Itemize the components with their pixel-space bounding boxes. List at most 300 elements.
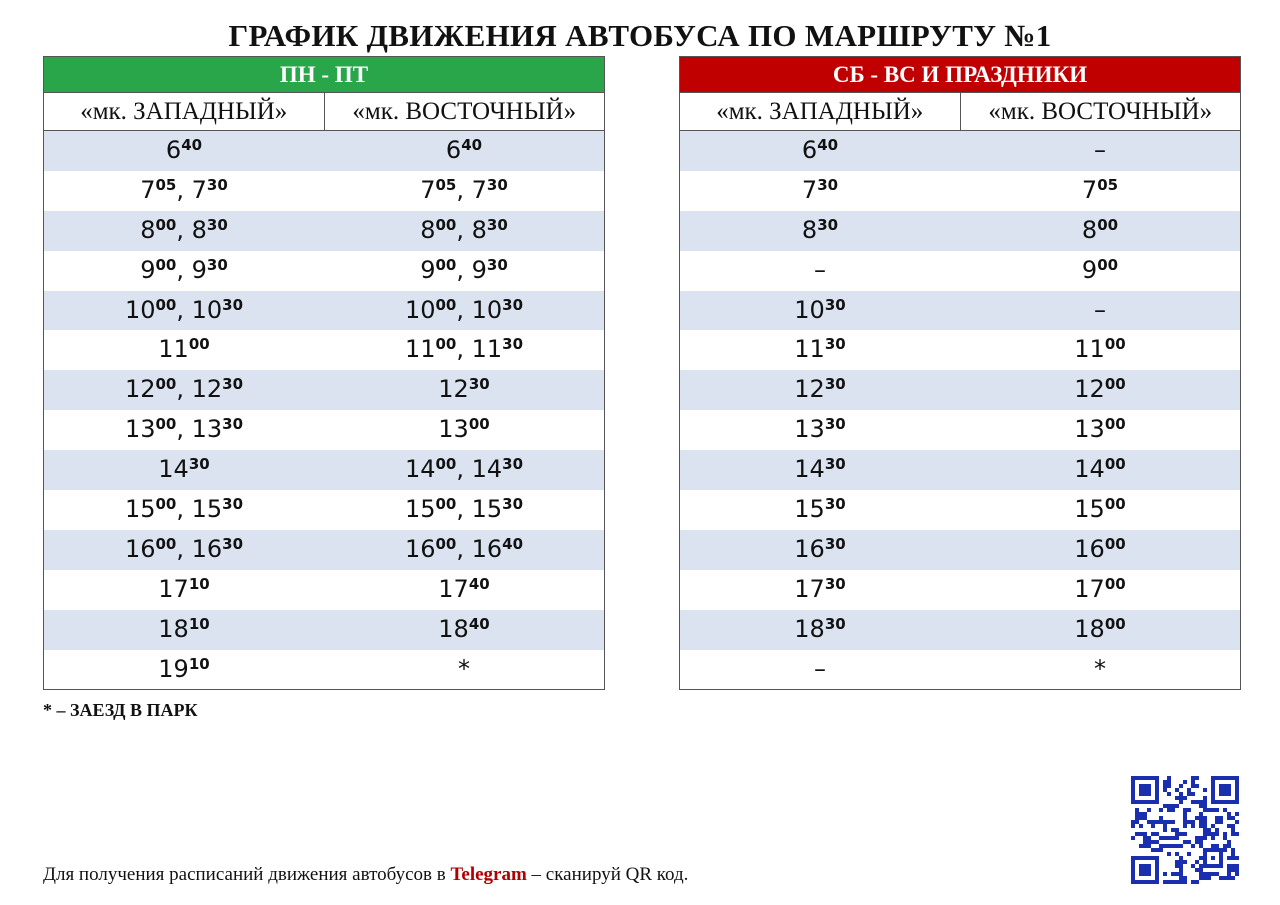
time-minutes: 05 [155,175,177,194]
cell-west [44,131,324,171]
time-hour: 15 [794,495,825,524]
schedule-time [794,375,845,403]
schedule-time [192,216,228,244]
cell-west [680,650,960,690]
table-row [680,410,1240,450]
schedule-time [158,655,209,683]
time-minutes: 00 [1104,455,1126,474]
cell-west: $15^{00}$, $15^{30}$ [124,495,244,524]
time-hour: 17 [438,574,469,603]
cell-west: $7^{05}$, $7^{30}$ [140,175,228,204]
time-hour: 8 [801,215,818,244]
cell-east: $16^{00}$, $16^{40}$ [404,534,524,563]
schedule-time [472,216,508,244]
schedule-time [472,256,508,284]
schedule-time [405,535,456,563]
time-minutes: 30 [222,415,244,434]
schedule-time [192,375,243,403]
time-hour: 9 [1081,255,1098,284]
time-hour: 14 [158,455,189,484]
time-hour: 18 [158,614,189,643]
schedule-time [794,615,845,643]
page-title: ГРАФИК ДВИЖЕНИЯ АВТОБУСА ПО МАРШРУТУ №1 [228,18,1052,53]
schedule-time [438,575,489,603]
time-minutes: 30 [468,375,490,394]
table-row [680,330,1240,370]
time-minutes: 30 [824,614,846,633]
cell-west: $13^{00}$, $13^{30}$ [124,415,244,444]
cell-west [680,610,960,650]
schedule-time [140,176,176,204]
time-minutes: 10 [188,614,210,633]
schedule-time [1074,495,1125,523]
schedule-time [1074,335,1125,363]
time-hour: 13 [438,415,469,444]
telegram-link[interactable]: Telegram [450,864,527,885]
time-minutes: 00 [1104,375,1126,394]
cell-west [680,450,960,490]
time-minutes: 10 [188,654,210,673]
weekday-col-west: «мк. ЗАПАДНЫЙ» [80,98,288,125]
schedule-mark: – [1094,295,1106,324]
time-minutes: 30 [817,215,839,234]
time-minutes: 00 [435,455,457,474]
cell-west [44,330,324,370]
time-minutes: 00 [1097,255,1119,274]
schedule-time [420,216,456,244]
cell-east [960,171,1240,211]
time-minutes: 30 [502,335,524,354]
telegram-note-after: – сканируй QR код. [526,864,689,885]
table-row [680,450,1240,490]
schedule-time [125,375,176,403]
table-row [44,251,604,291]
cell-east [960,131,1240,171]
time-hour: 6 [165,136,182,164]
time-hour: 18 [794,614,825,643]
cell-west [44,650,324,690]
time-hour: 7 [801,175,818,204]
schedule-time [1074,575,1125,603]
schedule-time [794,535,845,563]
schedule-mark: * [1094,654,1106,683]
time-hour: 11 [1074,335,1105,364]
weekday-rows [44,131,604,689]
cell-east [960,570,1240,610]
time-minutes: 00 [155,215,177,234]
time-minutes: 00 [435,295,457,314]
time-hour: 15 [124,495,156,524]
cell-east [324,610,604,650]
table-row [680,570,1240,610]
cell-west [680,570,960,610]
table-row [680,650,1240,690]
schedule-time [472,495,523,523]
time-minutes: 30 [824,574,846,593]
cell-east: $14^{00}$, $14^{30}$ [404,455,524,484]
weekday-column-headers [44,92,604,131]
time-hour: 10 [404,295,436,324]
time-minutes: 40 [502,534,524,553]
time-minutes: 00 [435,255,457,274]
time-hour: 10 [124,295,156,324]
time-hour: 16 [471,534,503,563]
time-minutes: 00 [1104,335,1126,354]
schedule-time [192,495,243,523]
time-minutes: 00 [1104,534,1126,553]
cell-east: $15^{00}$, $15^{30}$ [404,495,524,524]
time-hour: 16 [1074,534,1105,563]
time-hour: 7 [191,175,207,204]
cell-east [960,370,1240,410]
time-minutes: 00 [188,335,210,354]
weekend-col-east: «мк. ВОСТОЧНЫЙ» [960,93,1241,130]
cell-east [960,490,1240,530]
schedule-time [192,256,228,284]
time-minutes: 00 [435,215,457,234]
table-row [680,211,1240,251]
schedule-time [472,535,523,563]
time-minutes: 30 [824,335,846,354]
time-hour: 12 [124,375,156,404]
table-row [680,251,1240,291]
cell-west [680,410,960,450]
time-hour: 13 [794,415,825,444]
schedule-time [192,296,243,324]
schedule-time [405,296,456,324]
table-row [680,530,1240,570]
time-minutes: 00 [1104,495,1126,514]
telegram-note [43,864,688,886]
time-minutes: 30 [502,455,524,474]
table-row [680,370,1240,410]
time-minutes: 00 [435,335,457,354]
qr-code-icon[interactable] [1131,776,1239,884]
time-minutes: 00 [155,415,177,434]
schedule-mark: – [814,255,826,284]
schedule-time [1082,256,1118,284]
table-row [44,650,604,690]
cell-east [324,570,604,610]
cell-west: $10^{00}$, $10^{30}$ [124,295,244,324]
time-minutes: 40 [468,574,490,593]
time-minutes: 30 [222,534,244,553]
table-row [44,450,604,490]
cell-west [680,291,960,331]
time-hour: 14 [794,455,825,484]
table-row [44,330,604,370]
schedule-time [1082,216,1118,244]
cell-east: $11^{00}$, $11^{30}$ [404,335,524,364]
time-minutes: 40 [181,136,203,154]
schedule-mark: * [458,654,470,683]
table-row [44,610,604,650]
time-minutes: 30 [502,295,524,314]
time-minutes: 30 [486,175,508,194]
time-minutes: 00 [1104,415,1126,434]
time-minutes: 00 [155,295,177,314]
cell-east [324,370,604,410]
time-minutes: 30 [817,175,839,194]
table-row [44,530,604,570]
schedule-time [472,176,508,204]
cell-west: $8^{00}$, $8^{30}$ [140,215,228,244]
schedule-time [405,335,456,363]
time-minutes: 30 [824,495,846,514]
time-hour: 18 [438,614,469,643]
telegram-note-before: Для получения расписаний движения автобусов в [43,864,451,885]
cell-west [680,330,960,370]
weekday-schedule-table [43,56,605,690]
schedule-time [192,415,243,443]
time-hour: 13 [191,415,223,444]
time-minutes: 30 [222,375,244,394]
schedule-mark: – [1094,136,1106,164]
schedule-time [802,176,838,204]
time-minutes: 30 [824,295,846,314]
schedule-time [420,256,456,284]
time-hour: 18 [1074,614,1105,643]
time-hour: 6 [801,136,818,164]
cell-west [680,211,960,251]
schedule-time [125,495,176,523]
schedule-time [446,136,482,164]
time-hour: 10 [471,295,503,324]
time-hour: 17 [158,574,189,603]
time-hour: 9 [420,255,436,284]
time-hour: 7 [140,175,156,204]
schedule-time [1074,535,1125,563]
cell-east [960,610,1240,650]
time-minutes: 30 [502,495,524,514]
time-minutes: 30 [206,175,228,194]
cell-west [680,530,960,570]
schedule-time [140,216,176,244]
table-row [680,131,1240,171]
schedule-time [794,415,845,443]
time-hour: 8 [420,215,436,244]
time-hour: 14 [1074,455,1105,484]
time-minutes: 40 [461,136,483,154]
table-row [680,490,1240,530]
time-hour: 12 [438,375,469,404]
table-row [44,131,604,171]
cell-east [324,650,604,690]
schedule-time [158,575,209,603]
schedule-time [125,535,176,563]
time-hour: 11 [794,335,825,364]
cell-east [960,251,1240,291]
time-hour: 16 [794,534,825,563]
schedule-time [405,455,456,483]
table-row [44,211,604,251]
table-row [44,570,604,610]
time-hour: 9 [471,255,487,284]
time-minutes: 00 [1104,614,1126,633]
schedule-time [802,216,838,244]
time-hour: 16 [124,534,156,563]
time-minutes: 30 [486,215,508,234]
cell-east: $10^{00}$, $10^{30}$ [404,295,524,324]
cell-east: $9^{00}$, $9^{30}$ [420,255,508,284]
time-hour: 12 [1074,375,1105,404]
table-row [680,291,1240,331]
schedule-time [192,535,243,563]
time-hour: 7 [471,175,487,204]
schedule-time [166,136,202,164]
schedule-time [438,375,489,403]
time-minutes: 40 [468,614,490,633]
time-minutes: 30 [824,375,846,394]
cell-west: $16^{00}$, $16^{30}$ [124,534,244,563]
time-hour: 12 [191,375,223,404]
schedule-time [125,296,176,324]
time-hour: 15 [1074,495,1105,524]
schedule-time [802,136,838,164]
time-minutes: 40 [817,136,839,154]
schedule-time [125,415,176,443]
time-minutes: 00 [468,415,490,434]
schedule-time [1074,415,1125,443]
time-minutes: 30 [486,255,508,274]
time-hour: 19 [158,654,189,683]
footnote: * – ЗАЕЗД В ПАРК [43,700,198,720]
schedule-time [794,455,845,483]
schedule-time [438,615,489,643]
schedule-time [140,256,176,284]
schedule-time [1074,455,1125,483]
cell-east [324,131,604,171]
time-hour: 10 [794,295,825,324]
time-hour: 8 [471,215,487,244]
time-hour: 11 [471,335,503,364]
time-minutes: 05 [435,175,457,194]
time-minutes: 10 [188,574,210,593]
cell-east [960,410,1240,450]
table-row [44,410,604,450]
time-minutes: 05 [1097,175,1119,194]
cell-east [960,450,1240,490]
time-hour: 8 [1081,215,1098,244]
cell-west [44,450,324,490]
cell-west [680,251,960,291]
time-minutes: 30 [222,495,244,514]
time-minutes: 30 [824,415,846,434]
schedule-time [420,176,456,204]
schedule-time [1074,615,1125,643]
table-row [44,291,604,331]
cell-west [680,490,960,530]
time-hour: 15 [471,495,503,524]
time-minutes: 30 [824,534,846,553]
table-row [44,370,604,410]
table-row [680,171,1240,211]
cell-west [44,570,324,610]
cell-west [44,610,324,650]
table-row [44,490,604,530]
time-minutes: 00 [1097,215,1119,234]
table-row [680,610,1240,650]
schedule-time [192,176,228,204]
time-hour: 17 [794,574,825,603]
cell-east: $8^{00}$, $8^{30}$ [420,215,508,244]
time-minutes: 30 [206,255,228,274]
weekend-schedule-table [679,56,1241,690]
time-minutes: 00 [1104,574,1126,593]
weekend-rows [680,131,1240,689]
cell-west: $12^{00}$, $12^{30}$ [124,375,244,404]
time-hour: 8 [191,215,207,244]
schedule-time [405,495,456,523]
cell-east [960,530,1240,570]
time-minutes: 00 [435,495,457,514]
time-hour: 7 [420,175,436,204]
cell-west [680,370,960,410]
time-hour: 10 [191,295,223,324]
time-hour: 8 [140,215,156,244]
weekend-column-headers [680,92,1240,131]
schedule-mark: – [814,654,826,683]
schedule-time [794,335,845,363]
schedule-time [158,615,209,643]
time-hour: 7 [1081,175,1098,204]
time-hour: 16 [404,534,436,563]
time-minutes: 30 [188,455,210,474]
time-hour: 16 [191,534,223,563]
schedule-time [438,415,489,443]
time-hour: 13 [124,415,156,444]
time-hour: 15 [191,495,223,524]
weekday-header: ПН - ПТ [44,57,604,92]
time-hour: 9 [191,255,207,284]
cell-west [680,131,960,171]
time-minutes: 00 [155,534,177,553]
time-minutes: 30 [206,215,228,234]
time-hour: 11 [404,335,436,364]
cell-west: $9^{00}$, $9^{30}$ [140,255,228,284]
cell-east: $7^{05}$, $7^{30}$ [420,175,508,204]
schedule-time [794,495,845,523]
schedule-time [1074,375,1125,403]
time-hour: 9 [140,255,156,284]
schedule-time [794,296,845,324]
schedule-time [794,575,845,603]
time-hour: 6 [445,136,462,164]
time-hour: 11 [158,335,189,364]
time-minutes: 30 [824,455,846,474]
schedule-time [1082,176,1118,204]
time-hour: 13 [1074,415,1105,444]
time-minutes: 30 [222,295,244,314]
cell-west [680,171,960,211]
time-minutes: 00 [155,495,177,514]
schedule-time [472,335,523,363]
schedule-time [472,296,523,324]
cell-east [960,330,1240,370]
time-hour: 12 [794,375,825,404]
weekend-col-west: «мк. ЗАПАДНЫЙ» [716,98,924,125]
cell-east [960,211,1240,251]
schedule-time [158,455,209,483]
time-hour: 14 [471,455,503,484]
time-hour: 15 [404,495,436,524]
time-minutes: 00 [155,375,177,394]
time-minutes: 00 [435,534,457,553]
time-hour: 14 [404,455,436,484]
schedule-time [472,455,523,483]
weekday-col-east: «мк. ВОСТОЧНЫЙ» [324,93,605,130]
weekend-header: СБ - ВС И ПРАЗДНИКИ [680,57,1240,92]
